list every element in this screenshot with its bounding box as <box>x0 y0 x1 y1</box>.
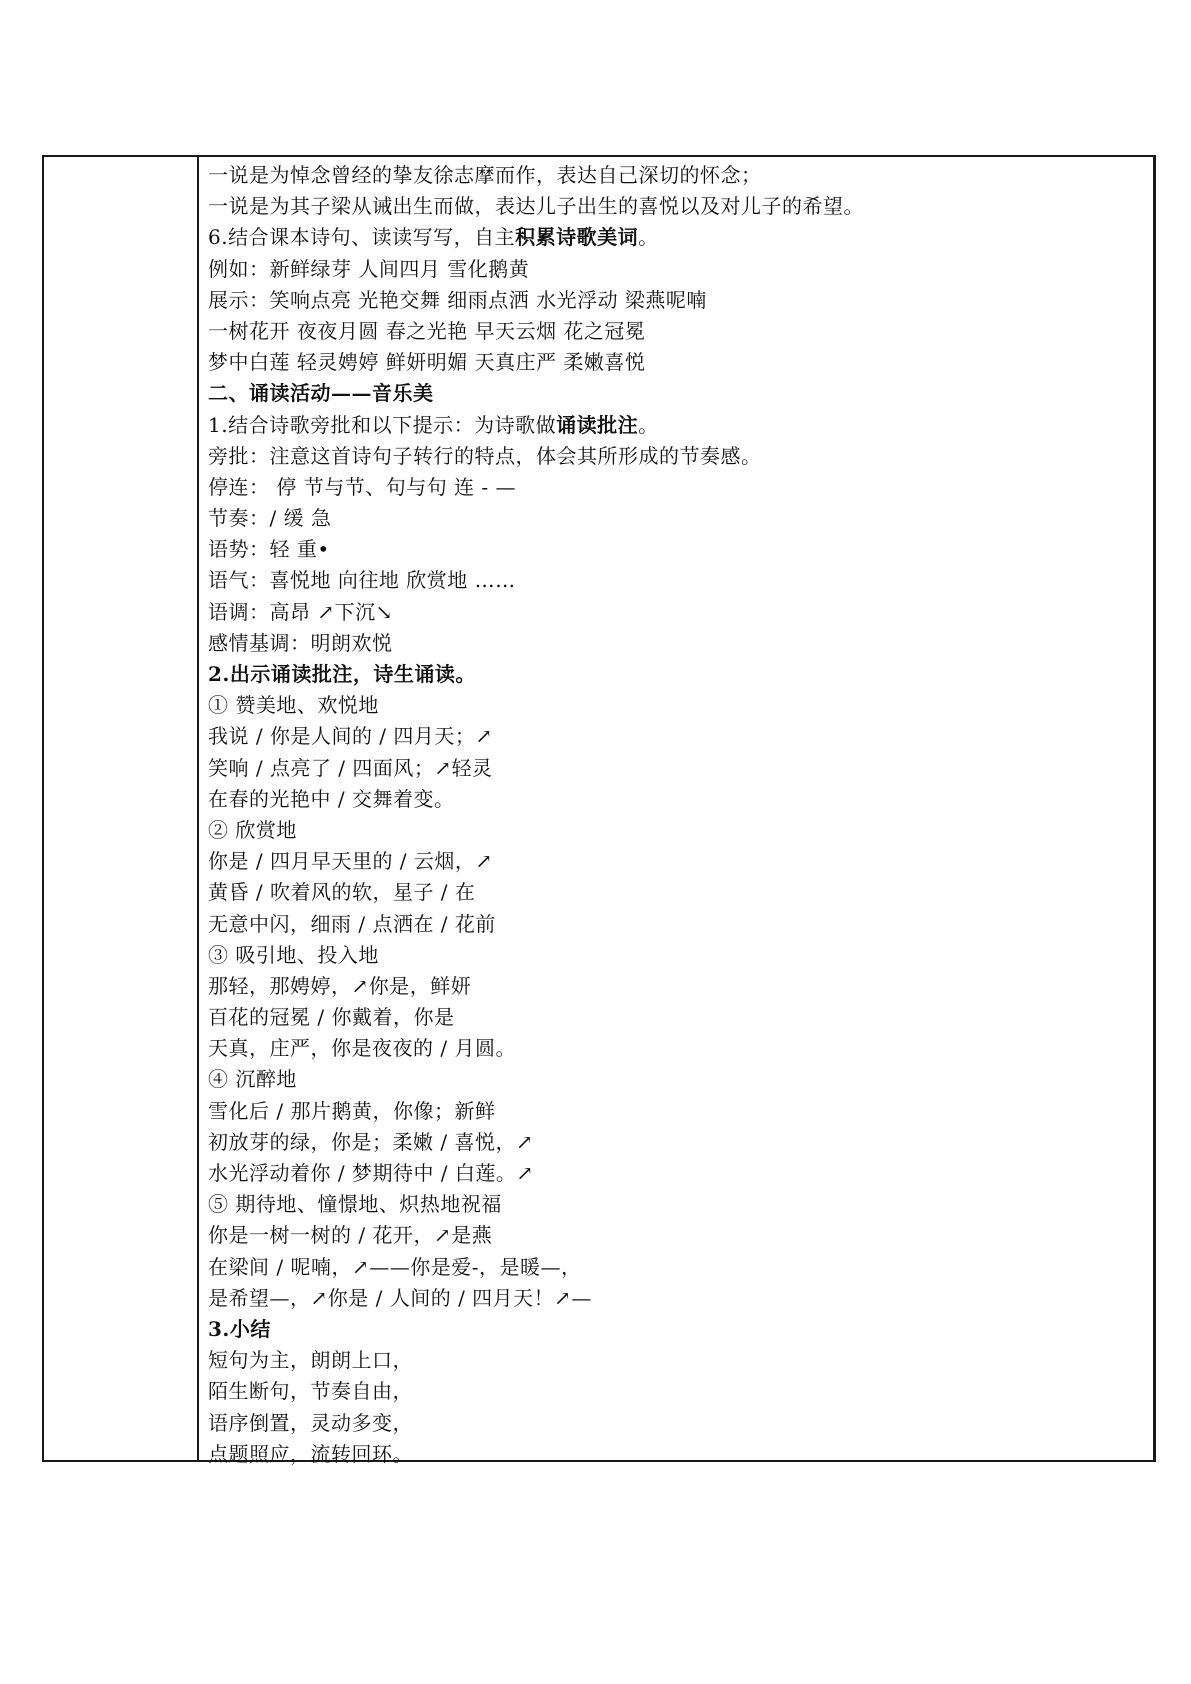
text-segment: 点题照应，流转回环。 <box>208 1441 413 1466</box>
text-segment: 停连： 停 节与节、句与句 连 - — <box>208 474 517 499</box>
content-line <box>208 254 1153 285</box>
content-line <box>208 534 1153 565</box>
content-line <box>208 1283 1153 1314</box>
text-segment: 陌生断句，节奏自由， <box>208 1379 413 1404</box>
content-line <box>208 565 1153 596</box>
text-segment: 你是一树一树的 / 花开，↗是燕 <box>208 1223 493 1248</box>
text-segment: 一树花开 夜夜月圆 春之光艳 早天云烟 花之冠冕 <box>208 318 646 343</box>
content-line <box>208 1408 1153 1439</box>
content-line <box>208 1064 1153 1095</box>
content-line <box>208 659 1153 690</box>
content-line <box>208 815 1153 846</box>
text-segment: 1.结合诗歌旁批和以下提示：为诗歌做 <box>208 412 557 437</box>
text-segment: 语调：高昂 ↗下沉↘ <box>208 599 393 624</box>
content-line <box>208 160 1153 191</box>
content-line <box>208 441 1153 472</box>
text-segment: 6.结合课本诗句、读读写写，自主 <box>208 225 516 250</box>
content-line <box>208 503 1153 534</box>
content-line <box>208 1127 1153 1158</box>
content-line <box>208 1376 1153 1407</box>
content-line <box>208 1158 1153 1189</box>
content-line <box>208 721 1153 752</box>
content-line <box>208 1345 1153 1376</box>
lesson-table <box>42 155 1156 1466</box>
bold-text: 二、诵读活动——音乐美 <box>208 381 434 406</box>
content-line <box>208 378 1153 409</box>
text-segment: 短句为主，朗朗上口， <box>208 1348 413 1373</box>
content-line <box>208 1439 1153 1470</box>
text-segment: 黄昏 / 吹着风的软，星子 / 在 <box>208 880 476 905</box>
content-line <box>208 846 1153 877</box>
text-segment: ④ 沉醉地 <box>208 1067 297 1092</box>
content-line <box>208 347 1153 378</box>
text-segment: 在梁间 / 呢喃，↗——你是爱-，是暖—， <box>208 1254 582 1279</box>
text-segment: 是希望—，↗你是 / 人间的 / 四月天！↗— <box>208 1285 592 1310</box>
text-segment: 节奏：/ 缓 急 <box>208 506 332 531</box>
content-line <box>208 1033 1153 1064</box>
text-segment: 你是 / 四月早天里的 / 云烟，↗ <box>208 849 493 874</box>
content-line <box>208 628 1153 659</box>
text-segment: 。 <box>638 225 659 250</box>
text-segment: 那轻，那娉婷，↗你是，鲜妍 <box>208 973 472 998</box>
text-segment: 无意中闪，细雨 / 点洒在 / 花前 <box>208 911 496 936</box>
text-segment: 我说 / 你是人间的 / 四月天；↗ <box>208 724 493 749</box>
text-segment: ① 赞美地、欢悦地 <box>208 693 379 718</box>
text-segment: 在春的光艳中 / 交舞着变。 <box>208 786 455 811</box>
content-line <box>208 1002 1153 1033</box>
content-line <box>208 222 1153 253</box>
text-segment: 。 <box>638 412 659 437</box>
text-segment: 笑响 / 点亮了 / 四面风；↗轻灵 <box>208 755 493 780</box>
content-line <box>208 285 1153 316</box>
content-line <box>208 1314 1153 1345</box>
text-segment: ② 欣赏地 <box>208 817 297 842</box>
text-segment: 初放芽的绿，你是；柔嫩 / 喜悦，↗ <box>208 1129 534 1154</box>
text-segment: 语势：轻 重• <box>208 537 330 562</box>
text-segment: 百花的冠冕 / 你戴着，你是 <box>208 1005 455 1030</box>
text-segment: 一说是为其子梁从诫出生而做，表达儿子出生的喜悦以及对儿子的希望。 <box>208 194 864 219</box>
bold-text: 积累诗歌美词 <box>515 225 639 250</box>
text-segment: ③ 吸引地、投入地 <box>208 942 379 967</box>
content-line <box>208 191 1153 222</box>
content-line <box>208 316 1153 347</box>
bold-text: 2.出示诵读批注，诗生诵读。 <box>208 662 476 686</box>
text-segment: 例如：新鲜绿芽 人间四月 雪化鹅黄 <box>208 256 530 281</box>
content-line <box>208 690 1153 721</box>
content-line <box>208 472 1153 503</box>
bold-text: 3.小结 <box>208 1316 271 1341</box>
content-line <box>208 753 1153 784</box>
content-line <box>208 1189 1153 1220</box>
content-line <box>208 971 1153 1002</box>
table-left-cell <box>44 157 199 1460</box>
content-line <box>208 1252 1153 1283</box>
text-segment: 语序倒置，灵动多变， <box>208 1410 413 1435</box>
content-line <box>208 784 1153 815</box>
text-segment: ⑤ 期待地、憧憬地、炽热地祝福 <box>208 1192 502 1217</box>
content-line <box>208 410 1153 441</box>
content-line <box>208 877 1153 908</box>
content-line <box>208 940 1153 971</box>
text-segment: 雪化后 / 那片鹅黄，你像；新鲜 <box>208 1098 496 1123</box>
text-segment: 梦中白莲 轻灵娉婷 鲜妍明媚 天真庄严 柔嫩喜悦 <box>208 350 646 375</box>
bold-text: 诵读批注 <box>556 412 639 437</box>
content-line <box>208 597 1153 628</box>
content-line <box>208 1220 1153 1251</box>
text-segment: 一说是为悼念曾经的挚友徐志摩而作，表达自己深切的怀念； <box>208 163 762 187</box>
text-segment: 旁批：注意这首诗句子转行的特点，体会其所形成的节奏感。 <box>208 443 762 468</box>
content-line <box>208 909 1153 940</box>
table-content-cell <box>199 157 1153 1466</box>
text-segment: 感情基调：明朗欢悦 <box>208 630 393 655</box>
text-segment: 语气：喜悦地 向往地 欣赏地 …… <box>208 568 516 593</box>
text-segment: 天真，庄严，你是夜夜的 / 月圆。 <box>208 1036 516 1061</box>
text-segment: 水光浮动着你 / 梦期待中 / 白莲。↗ <box>208 1161 534 1185</box>
text-segment: 展示：笑响点亮 光艳交舞 细雨点洒 水光浮动 梁燕呢喃 <box>208 287 707 312</box>
content-line <box>208 1096 1153 1127</box>
